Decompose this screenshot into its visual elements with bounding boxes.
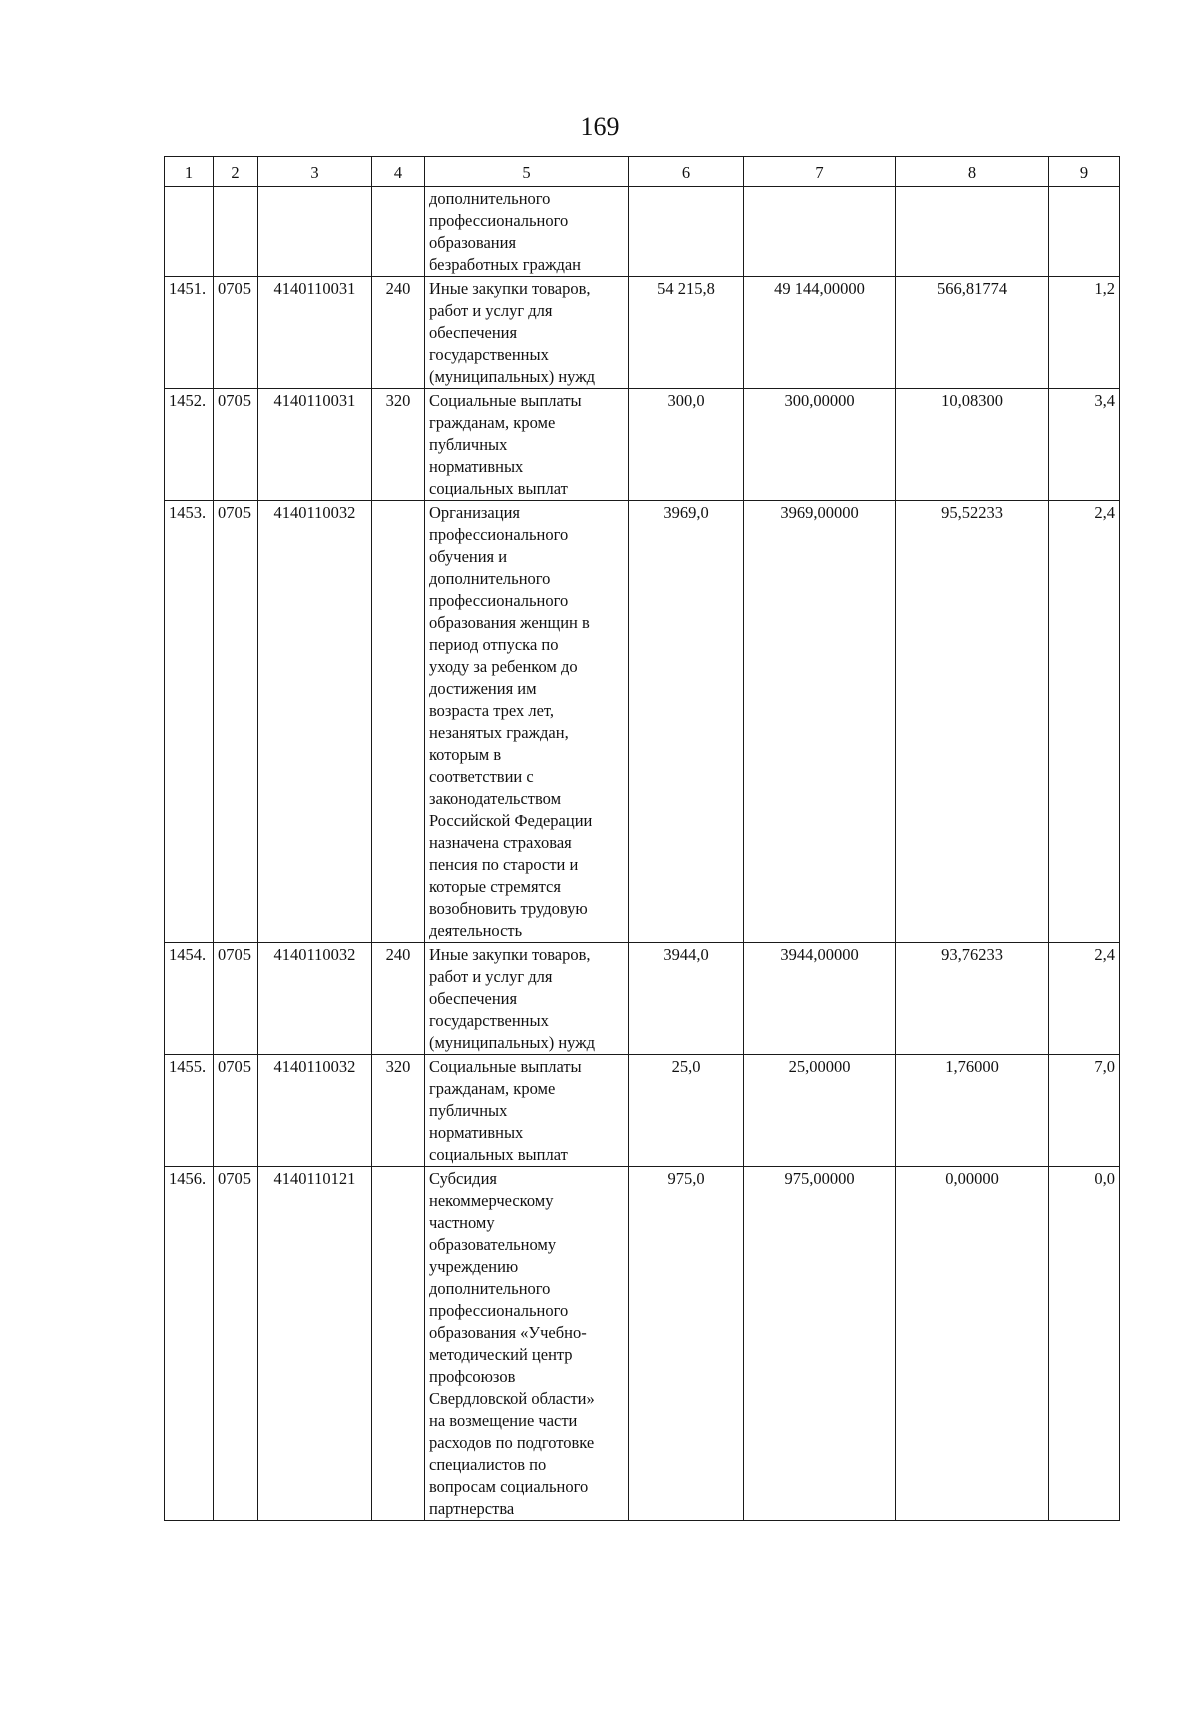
- description-cell: [425, 277, 629, 389]
- table-row: [165, 389, 1120, 501]
- description-line: расходов по подготовке: [429, 1433, 595, 1452]
- page-number: 169: [580, 112, 620, 141]
- target-article-cell: 4140110121: [258, 1167, 372, 1521]
- column-header: 1: [165, 157, 214, 187]
- description-cell: [425, 1055, 629, 1167]
- description-line: дополнительного: [429, 189, 551, 208]
- description-line: специалистов по: [429, 1455, 547, 1474]
- description-line: (муниципальных) нужд: [429, 367, 596, 386]
- description-line: Иные закупки товаров,: [429, 279, 591, 298]
- description-line: дополнительного: [429, 1279, 551, 1298]
- table-row: [165, 943, 1120, 1055]
- description-line: нормативных: [429, 1123, 524, 1142]
- column-header: 2: [214, 157, 258, 187]
- description-line: уходу за ребенком до: [429, 657, 578, 676]
- description-line: законодательством: [429, 789, 562, 808]
- section-code-cell: 0705: [214, 943, 258, 1055]
- description-line: соответствии с: [429, 767, 534, 786]
- description-line: образования «Учебно-: [429, 1323, 587, 1342]
- row-number-cell: [165, 187, 214, 277]
- column-header: 6: [629, 157, 744, 187]
- description-line: работ и услуг для: [429, 301, 553, 320]
- expense-type-cell: 240: [372, 277, 425, 389]
- description-line: (муниципальных) нужд: [429, 1033, 596, 1052]
- column-6-value-cell: 25,0: [629, 1055, 744, 1167]
- description-line: которым в: [429, 745, 502, 764]
- description-line: дополнительного: [429, 569, 551, 588]
- description-line: социальных выплат: [429, 1145, 568, 1164]
- description-line: некоммерческому: [429, 1191, 554, 1210]
- description-line: нормативных: [429, 457, 524, 476]
- target-article-cell: 4140110031: [258, 277, 372, 389]
- column-7-value-cell: 3969,00000: [744, 501, 896, 943]
- column-9-value-cell: 2,4: [1049, 501, 1120, 943]
- description-cell: [425, 187, 629, 277]
- section-code-cell: 0705: [214, 277, 258, 389]
- description-cell: [425, 943, 629, 1055]
- description-line: профессионального: [429, 591, 569, 610]
- table-row: [165, 501, 1120, 943]
- section-code-cell: 0705: [214, 501, 258, 943]
- target-article-cell: 4140110031: [258, 389, 372, 501]
- expense-type-cell: 320: [372, 1055, 425, 1167]
- description-line: на возмещение части: [429, 1411, 578, 1430]
- description-line: публичных: [429, 435, 508, 454]
- target-article-cell: 4140110032: [258, 943, 372, 1055]
- description-line: возраста трех лет,: [429, 701, 554, 720]
- description-line: незанятых граждан,: [429, 723, 569, 742]
- expense-type-cell: [372, 1167, 425, 1521]
- table-row: [165, 277, 1120, 389]
- row-number-cell: 1452.: [165, 389, 214, 501]
- target-article-cell: 4140110032: [258, 501, 372, 943]
- description-line: достижения им: [429, 679, 537, 698]
- column-header: 9: [1049, 157, 1120, 187]
- description-line: образования женщин в: [429, 613, 590, 632]
- column-7-value-cell: 300,00000: [744, 389, 896, 501]
- row-number-cell: 1454.: [165, 943, 214, 1055]
- table-row: [165, 1167, 1120, 1521]
- column-7-value-cell: [744, 187, 896, 277]
- description-line: возобновить трудовую: [429, 899, 588, 918]
- row-number-cell: 1453.: [165, 501, 214, 943]
- description-line: деятельность: [429, 921, 523, 940]
- description-line: назначена страховая: [429, 833, 572, 852]
- column-9-value-cell: 3,4: [1049, 389, 1120, 501]
- description-line: образовательному: [429, 1235, 557, 1254]
- section-code-cell: 0705: [214, 1167, 258, 1521]
- column-6-value-cell: 300,0: [629, 389, 744, 501]
- description-line: методический центр: [429, 1345, 573, 1364]
- description-line: обеспечения: [429, 989, 518, 1008]
- description-line: учреждению: [429, 1257, 519, 1276]
- description-line: гражданам, кроме: [429, 1079, 556, 1098]
- description-cell: [425, 501, 629, 943]
- description-line: работ и услуг для: [429, 967, 553, 986]
- description-line: вопросам социального: [429, 1477, 589, 1496]
- description-line: которые стремятся: [429, 877, 561, 896]
- description-line: профессионального: [429, 1301, 569, 1320]
- section-code-cell: [214, 187, 258, 277]
- description-cell: [425, 389, 629, 501]
- column-6-value-cell: [629, 187, 744, 277]
- column-6-value-cell: 975,0: [629, 1167, 744, 1521]
- target-article-cell: 4140110032: [258, 1055, 372, 1167]
- column-header: 4: [372, 157, 425, 187]
- description-line: профсоюзов: [429, 1367, 516, 1386]
- expense-type-cell: 320: [372, 389, 425, 501]
- description-line: пенсия по старости и: [429, 855, 579, 874]
- description-line: Свердловской области»: [429, 1389, 595, 1408]
- description-line: Российской Федерации: [429, 811, 593, 830]
- description-line: гражданам, кроме: [429, 413, 556, 432]
- description-line: Социальные выплаты: [429, 1057, 582, 1076]
- column-7-value-cell: 3944,00000: [744, 943, 896, 1055]
- row-number-cell: 1451.: [165, 277, 214, 389]
- column-8-value-cell: 0,00000: [896, 1167, 1049, 1521]
- description-line: обучения и: [429, 547, 508, 566]
- expense-type-cell: [372, 187, 425, 277]
- table-row: [165, 1055, 1120, 1167]
- description-cell: [425, 1167, 629, 1521]
- description-line: безработных граждан: [429, 255, 582, 274]
- column-8-value-cell: 566,81774: [896, 277, 1049, 389]
- column-9-value-cell: [1049, 187, 1120, 277]
- column-6-value-cell: 3944,0: [629, 943, 744, 1055]
- budget-table: [164, 156, 1120, 1521]
- column-6-value-cell: 3969,0: [629, 501, 744, 943]
- description-line: Организация: [429, 503, 521, 522]
- description-line: обеспечения: [429, 323, 518, 342]
- column-7-value-cell: 49 144,00000: [744, 277, 896, 389]
- description-line: государственных: [429, 345, 549, 364]
- description-line: профессионального: [429, 525, 569, 544]
- column-header: 7: [744, 157, 896, 187]
- target-article-cell: [258, 187, 372, 277]
- table-body: [165, 187, 1120, 1521]
- description-line: Субсидия: [429, 1169, 497, 1188]
- column-8-value-cell: 93,76233: [896, 943, 1049, 1055]
- description-line: Социальные выплаты: [429, 391, 582, 410]
- section-code-cell: 0705: [214, 389, 258, 501]
- table-row: [165, 187, 1120, 277]
- column-8-value-cell: 1,76000: [896, 1055, 1049, 1167]
- row-number-cell: 1456.: [165, 1167, 214, 1521]
- row-number-cell: 1455.: [165, 1055, 214, 1167]
- column-8-value-cell: 95,52233: [896, 501, 1049, 943]
- column-7-value-cell: 25,00000: [744, 1055, 896, 1167]
- expense-type-cell: 240: [372, 943, 425, 1055]
- column-number-row: [165, 157, 1120, 187]
- description-line: партнерства: [429, 1499, 515, 1518]
- column-9-value-cell: 7,0: [1049, 1055, 1120, 1167]
- column-9-value-cell: 2,4: [1049, 943, 1120, 1055]
- expense-type-cell: [372, 501, 425, 943]
- description-line: Иные закупки товаров,: [429, 945, 591, 964]
- column-header: 5: [425, 157, 629, 187]
- description-line: публичных: [429, 1101, 508, 1120]
- column-header: 8: [896, 157, 1049, 187]
- column-7-value-cell: 975,00000: [744, 1167, 896, 1521]
- column-8-value-cell: 10,08300: [896, 389, 1049, 501]
- description-line: государственных: [429, 1011, 549, 1030]
- column-9-value-cell: 1,2: [1049, 277, 1120, 389]
- column-9-value-cell: 0,0: [1049, 1167, 1120, 1521]
- description-line: профессионального: [429, 211, 569, 230]
- description-line: частному: [429, 1213, 495, 1232]
- column-header: 3: [258, 157, 372, 187]
- description-line: образования: [429, 233, 517, 252]
- description-line: период отпуска по: [429, 635, 559, 654]
- section-code-cell: 0705: [214, 1055, 258, 1167]
- column-8-value-cell: [896, 187, 1049, 277]
- description-line: социальных выплат: [429, 479, 568, 498]
- column-6-value-cell: 54 215,8: [629, 277, 744, 389]
